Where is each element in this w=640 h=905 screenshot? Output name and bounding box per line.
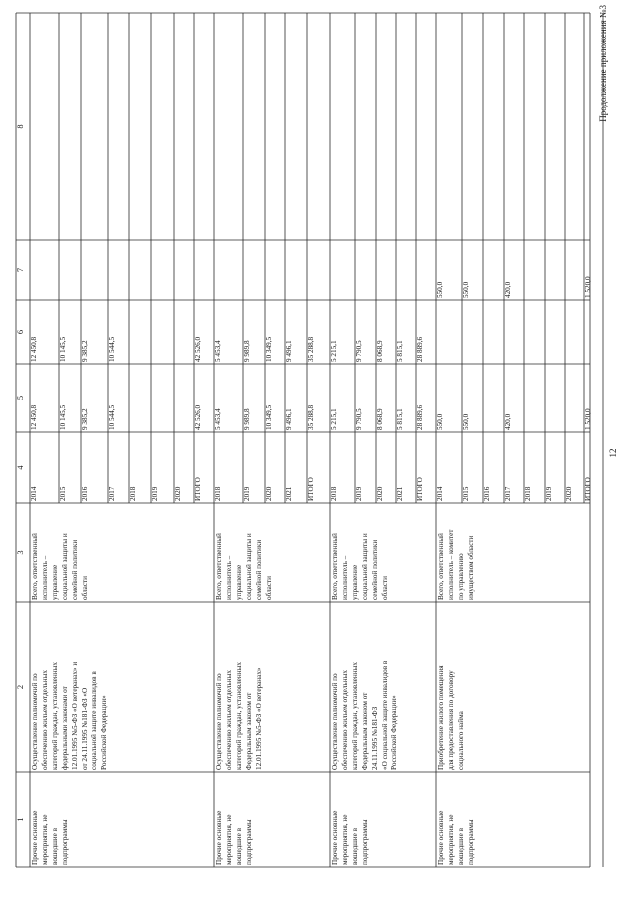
amount-col5 <box>129 300 151 364</box>
year-cell: 2019 <box>151 486 159 501</box>
column-header: 2 <box>16 684 25 690</box>
amount-col4: 42 526,0 <box>194 404 202 430</box>
amount-col5: 9 790,5 <box>355 340 363 362</box>
amount-col5: 12 450,8 <box>30 336 38 362</box>
amount-col6: 420,0 <box>504 281 512 298</box>
amount-col5 <box>545 300 565 364</box>
total-label: ИТОГО <box>416 477 424 501</box>
amount-col5: 35 288,8 <box>307 336 315 362</box>
amount-col4: 10 544,5 <box>108 404 116 430</box>
year-cell: 2018 <box>524 486 532 501</box>
amount-col6 <box>307 240 330 300</box>
year-cell: 2019 <box>545 486 553 501</box>
amount-col5: 10 349,5 <box>265 336 273 362</box>
amount-col4: 9 989,8 <box>243 408 251 430</box>
amount-col5 <box>436 300 462 364</box>
column-header: 5 <box>16 395 25 401</box>
amount-col5: 42 526,0 <box>194 336 202 362</box>
amount-col6: 1 520,0 <box>584 276 592 298</box>
amount-col5: 9 496,1 <box>285 340 293 362</box>
page-number: 12 <box>608 448 618 458</box>
amount-col4: 550,0 <box>462 413 470 430</box>
amount-col4 <box>524 364 545 432</box>
continuation-note: Продолжение приложения №3 <box>598 5 608 122</box>
year-cell: 2015 <box>59 486 67 501</box>
amount-col4: 9 385,2 <box>81 408 89 430</box>
year-cell: 2017 <box>108 486 116 501</box>
amount-col6 <box>59 240 81 300</box>
amount-col6: 550,0 <box>436 281 444 298</box>
amount-col5 <box>151 300 174 364</box>
amount-col5 <box>504 300 524 364</box>
total-label: ИТОГО <box>307 477 315 501</box>
year-cell: 2014 <box>436 486 444 501</box>
amount-col5: 9 989,8 <box>243 340 251 362</box>
column-header: 8 <box>16 124 25 129</box>
amount-col4: 5 453,4 <box>214 408 222 430</box>
amount-col4: 10 349,5 <box>265 404 273 430</box>
amount-col4: 5 815,1 <box>396 408 404 430</box>
amount-col6 <box>30 240 59 300</box>
year-cell: 2016 <box>483 486 491 501</box>
responsible-executor: Всего, ответственный исполнитель – управление социальной защиты и семейной политики области <box>215 533 273 600</box>
amount-col4 <box>545 364 565 432</box>
amount-col6 <box>330 240 355 300</box>
amount-col5 <box>462 300 483 364</box>
amount-col4 <box>565 364 584 432</box>
amount-col5: 9 385,2 <box>81 340 89 362</box>
amount-col4: 9 790,5 <box>355 408 363 430</box>
column-header: 1 <box>16 817 25 822</box>
amount-col5: 10 544,5 <box>108 336 116 362</box>
column-header: 3 <box>16 550 25 555</box>
amount-col5: 5 815,1 <box>396 340 404 362</box>
amount-col6 <box>129 240 151 300</box>
amount-col4: 9 496,1 <box>285 408 293 430</box>
year-cell: 2020 <box>174 486 182 501</box>
responsible-executor: Всего, ответственный исполнитель – комитет по управлению имуществом области <box>437 529 475 600</box>
total-label: ИТОГО <box>194 477 202 501</box>
measure-description: Осуществление полномочий по обеспечению жильем отдельных категорий граждан, установленных Федеральным законом от 24.11.1995 №181-ФЗ «О социальной защите инвалидов в Российской Федерации» <box>331 660 399 770</box>
amount-col6 <box>174 240 194 300</box>
amount-col6 <box>565 240 584 300</box>
amount-col4: 420,0 <box>504 413 512 430</box>
amount-col5: 5 215,1 <box>330 340 338 362</box>
amount-col5: 28 889,6 <box>416 336 424 362</box>
year-cell: 2019 <box>355 486 363 501</box>
amount-col5: 8 068,9 <box>376 340 384 362</box>
amount-col6 <box>194 240 214 300</box>
year-cell: 2016 <box>81 486 89 501</box>
amount-col5: 10 145,5 <box>59 336 67 362</box>
year-cell: 2018 <box>214 486 222 501</box>
column-header: 6 <box>16 329 25 335</box>
amount-col4: 550,0 <box>436 413 444 430</box>
year-cell: 2015 <box>462 486 470 501</box>
amount-col4 <box>483 364 504 432</box>
year-cell: 2020 <box>565 486 573 501</box>
amount-col5 <box>524 300 545 364</box>
column-header: 7 <box>16 267 25 273</box>
year-cell: 2021 <box>396 486 404 501</box>
amount-col5 <box>565 300 584 364</box>
amount-col6 <box>355 240 376 300</box>
amount-col6 <box>108 240 129 300</box>
year-cell: 2020 <box>265 486 273 501</box>
amount-col5 <box>483 300 504 364</box>
measure-description: Приобретение жилого помещения для предоставления по договору социального найма <box>437 665 465 770</box>
program-name: Прочие основные мероприятия, не вошедшие в подпрограммы <box>215 810 253 865</box>
amount-col4 <box>151 364 174 432</box>
total-label: ИТОГО <box>584 477 592 501</box>
amount-col6 <box>265 240 285 300</box>
amount-col6 <box>545 240 565 300</box>
amount-col4: 35 288,8 <box>307 404 315 430</box>
year-cell: 2018 <box>330 486 338 501</box>
amount-col6 <box>243 240 265 300</box>
amount-col5 <box>174 300 194 364</box>
amount-col6 <box>214 240 243 300</box>
program-name: Прочие основные мероприятия, не вошедшие в подпрограммы <box>31 810 69 865</box>
year-cell: 2020 <box>376 486 384 501</box>
amount-col6: 550,0 <box>462 281 470 298</box>
amount-col4 <box>174 364 194 432</box>
amount-col6 <box>416 240 436 300</box>
year-cell: 2021 <box>285 486 293 501</box>
amount-col4: 1 520,0 <box>584 408 592 430</box>
program-name: Прочие основные мероприятия, не вошедшие в подпрограммы <box>331 810 369 865</box>
amount-col4: 10 145,5 <box>59 404 67 430</box>
year-cell: 2018 <box>129 486 137 501</box>
amount-col5 <box>584 300 603 364</box>
amount-col6 <box>376 240 396 300</box>
year-cell: 2014 <box>30 486 38 501</box>
amount-col4: 5 215,1 <box>330 408 338 430</box>
amount-col4: 12 450,8 <box>30 404 38 430</box>
measure-description: Осуществление полномочий по обеспечению жильем отдельных категорий граждан, установленных федеральными законами от 12.01.1995 №5-ФЗ «О ветеранах» и от 24.11.1995 №181-ФЗ «О социальной защите инвалидов в Российской Федерации» <box>31 661 109 770</box>
year-cell: 2019 <box>243 486 251 501</box>
column-header: 4 <box>16 465 25 470</box>
amount-col6 <box>396 240 416 300</box>
amount-col6 <box>483 240 504 300</box>
amount-col4: 28 889,6 <box>416 404 424 430</box>
amount-col6 <box>524 240 545 300</box>
responsible-executor: Всего, ответственный исполнитель – управление социальной защиты и семейной политики области <box>331 533 389 600</box>
responsible-executor: Всего, ответственный исполнитель – управление социальной защиты и семейной политики области <box>31 533 89 600</box>
amount-col5: 5 453,4 <box>214 340 222 362</box>
amount-col6 <box>285 240 307 300</box>
year-cell: 2017 <box>504 486 512 501</box>
measure-description: Осуществление полномочий по обеспечению жильем отдельных категорий граждан, установленных Федеральным законом от 12.01.1995 №5-ФЗ «О ветеранах» <box>215 662 263 770</box>
amount-col6 <box>151 240 174 300</box>
amount-col6 <box>81 240 108 300</box>
amount-col4 <box>129 364 151 432</box>
program-name: Прочие основные мероприятия, не вошедшие в подпрограммы <box>437 810 475 865</box>
amount-col4: 8 068,9 <box>376 408 384 430</box>
